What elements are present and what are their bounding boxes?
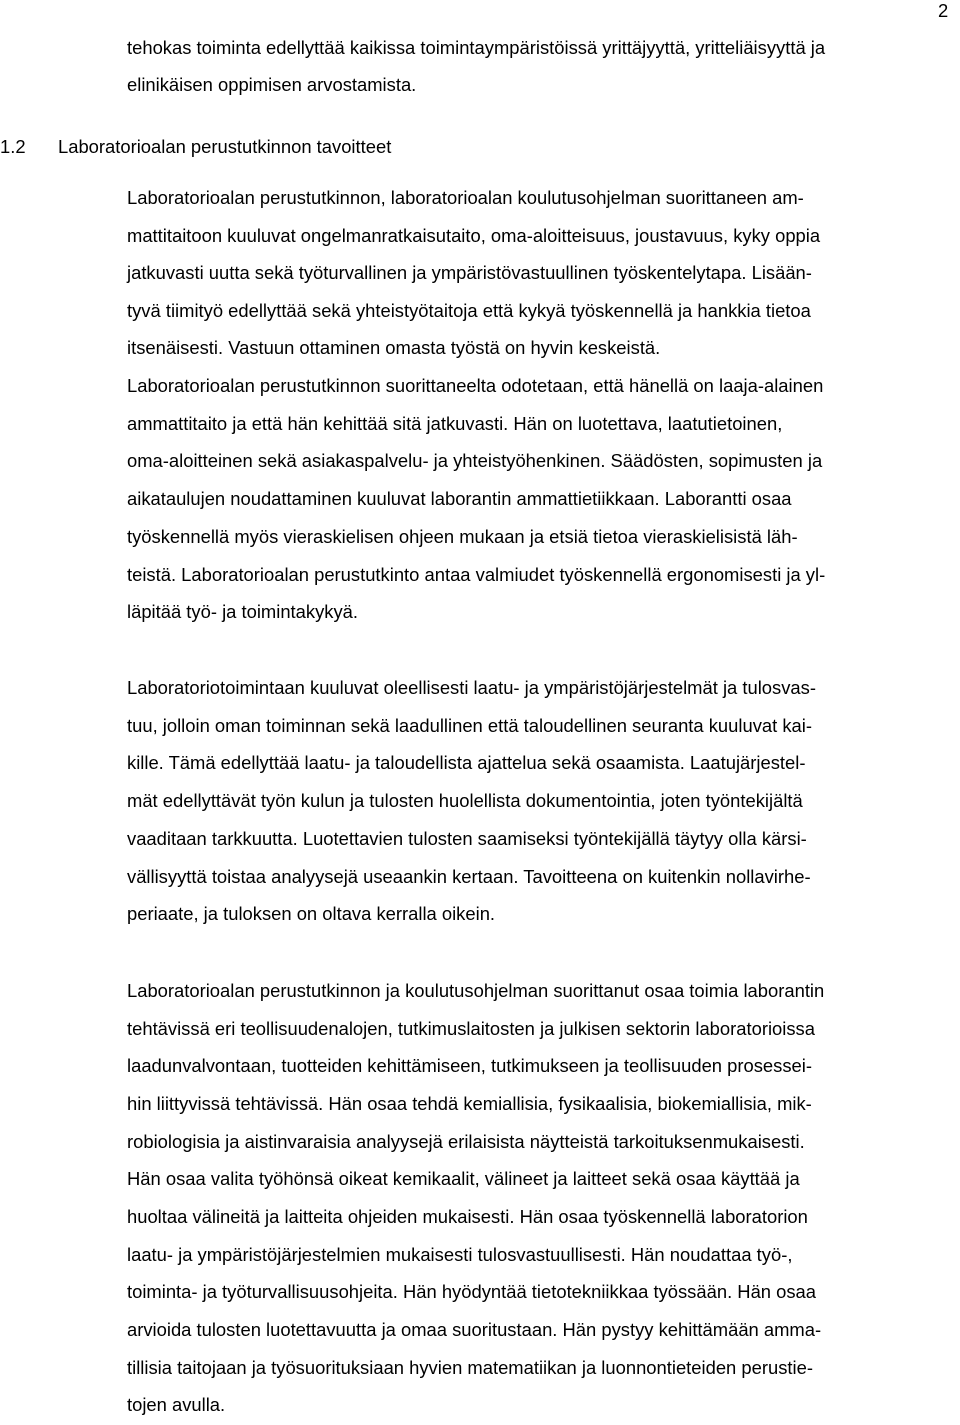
text-line: hin liittyvissä tehtävissä. Hän osaa tehdä kemiallisia, fysikaalisia, biokemiallisia, mik- — [127, 1093, 812, 1114]
text-line: jatkuvasti uutta sekä työturvallinen ja ympäristövastuullinen työskentelytapa. Lisään- — [127, 262, 812, 283]
text-line: Laboratorioalan perustutkinnon ja koulutusohjelman suorittanut osaa toimia laborantin — [127, 980, 825, 1001]
text-line: teistä. Laboratorioalan perustutkinto antaa valmiudet työskennellä ergonomisesti ja yl- — [127, 564, 826, 585]
text-line: periaate, ja tuloksen on oltava kerralla oikein. — [127, 903, 496, 924]
text-line: tillisia taitojaan ja työsuorituksiaan hyvien matematiikan ja luonnontieteiden perustie- — [127, 1357, 813, 1378]
text-line: elinikäisen oppimisen arvostamista. — [127, 74, 417, 95]
text-line: vaaditaan tarkkuutta. Luotettavien tulosten saamiseksi työntekijällä täytyy olla kärsi- — [127, 828, 807, 849]
text-line: mattitaitoon kuuluvat ongelmanratkaisutaito, oma-aloitteisuus, joustavuus, kyky oppia — [127, 225, 821, 246]
text-line: tehokas toiminta edellyttää kaikissa toimintaympäristöissä yrittäjyyttä, yritteliäisyyttä ja — [127, 37, 826, 58]
text-line: tojen avulla. — [127, 1394, 226, 1415]
section-heading — [0, 136, 391, 158]
text-line: kille. Tämä edellyttää laatu- ja taloudellista ajattelua sekä osaamista. Laatujärjestel- — [127, 752, 806, 773]
text-line: Laboratorioalan perustutkinnon suorittaneelta odotetaan, että hänellä on laaja-alainen — [127, 375, 824, 396]
text-line: Hän osaa valita työhönsä oikeat kemikaalit, välineet ja laitteet sekä osaa käyttää ja — [127, 1168, 800, 1189]
text-line: läpitää työ- ja toimintakykyä. — [127, 601, 359, 622]
text-line: robiologisia ja aistinvaraisia analyysejä erilaisista näytteistä tarkoituksenmukaisesti. — [127, 1131, 805, 1152]
page-number: 2 — [938, 0, 949, 21]
text-line: mät edellyttävät työn kulun ja tulosten huolellista dokumentointia, joten työntekijältä — [127, 790, 803, 811]
text-line: huoltaa välineitä ja laitteita ohjeiden mukaisesti. Hän osaa työskennellä laboratorion — [127, 1206, 808, 1227]
text-line: ammattitaito ja että hän kehittää sitä jatkuvasti. Hän on luotettava, laatutietoinen, — [127, 413, 783, 434]
text-line: Laboratorioalan perustutkinnon, laboratorioalan koulutusohjelman suorittaneen am- — [127, 187, 804, 208]
text-line: tuu, jolloin oman toiminnan sekä laadullinen että taloudellinen seuranta kuuluvat kai- — [127, 715, 812, 736]
text-line: arvioida tulosten luotettavuutta ja omaa suoritustaan. Hän pystyy kehittämään amma- — [127, 1319, 822, 1340]
text-line: Laboratoriotoimintaan kuuluvat oleellisesti laatu- ja ympäristöjärjestelmät ja tulosvas- — [127, 677, 816, 698]
text-line: työskennellä myös vieraskielisen ohjeen mukaan ja etsiä tietoa vieraskielisistä läh- — [127, 526, 798, 547]
text-line: oma-aloitteinen sekä asiakaspalvelu- ja yhteistyöhenkinen. Säädösten, sopimusten ja — [127, 450, 823, 471]
text-line: laatu- ja ympäristöjärjestelmien mukaisesti tulosvastuullisesti. Hän noudattaa työ-, — [127, 1244, 793, 1265]
text-line: laadunvalvontaan, tuotteiden kehittämiseen, tutkimukseen ja teollisuuden prosessei- — [127, 1055, 812, 1076]
text-line: aikataulujen noudattaminen kuuluvat laborantin ammattietiikkaan. Laborantti osaa — [127, 488, 792, 509]
text-line: toiminta- ja työturvallisuusohjeita. Hän hyödyntää tietotekniikkaa työssään. Hän osaa — [127, 1281, 817, 1302]
text-line: vällisyyttä toistaa analyysejä useaankin kertaan. Tavoitteena on kuitenkin nollavirhe- — [127, 866, 811, 887]
section-title: Laboratorioalan perustutkinnon tavoitteet — [58, 136, 392, 157]
text-line: tehtävissä eri teollisuudenalojen, tutkimuslaitosten ja julkisen sektorin laboratorioissa — [127, 1018, 815, 1039]
section-number: 1.2 — [0, 136, 26, 157]
text-line: tyvä tiimityö edellyttää sekä yhteistyötaitoja että kykyä työskennellä ja hankkia tietoa — [127, 300, 811, 321]
text-line: itsenäisesti. Vastuun ottaminen omasta työstä on hyvin keskeistä. — [127, 337, 661, 358]
